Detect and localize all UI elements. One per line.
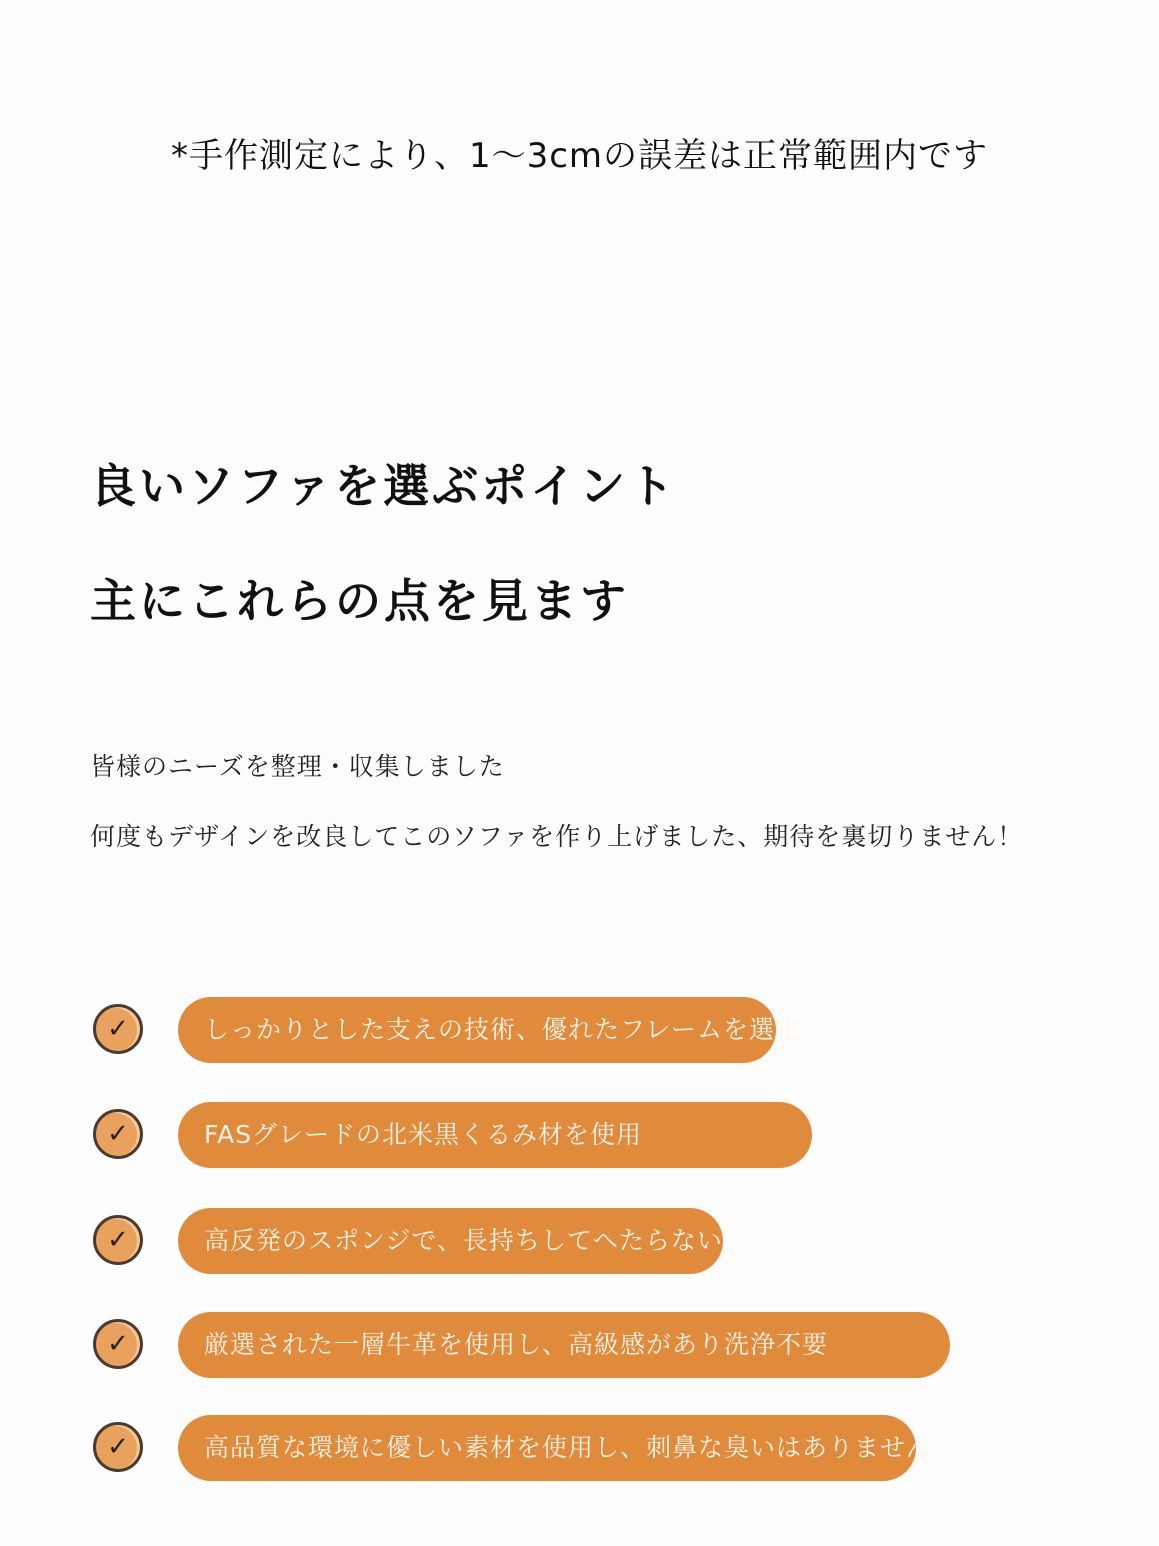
check-icon: ✓ (93, 1422, 143, 1472)
intro-text-2: 何度もデザインを改良してこのソファを作り上げました、期待を裏切りません！ (90, 822, 1024, 851)
feature-pill: 厳選された一層牛革を使用し、高級感があり洗浄不要 (178, 1312, 950, 1378)
check-icon: ✓ (93, 1319, 143, 1369)
check-icon: ✓ (93, 1215, 143, 1265)
check-icon: ✓ (93, 1109, 143, 1159)
feature-pill: しっかりとした支えの技術、優れたフレームを選定 (178, 997, 776, 1063)
feature-pill: 高反発のスポンジで、長持ちしてへたらない (178, 1208, 723, 1274)
measurement-note: *手作測定により、1〜3cmの誤差は正常範囲内です (170, 136, 989, 176)
check-icon: ✓ (93, 1004, 143, 1054)
feature-pill: 高品質な環境に優しい素材を使用し、刺鼻な臭いはありません (178, 1415, 916, 1481)
intro-text-1: 皆様のニーズを整理・収集しました (90, 752, 505, 781)
feature-pill: FASグレードの北米黒くるみ材を使用 (178, 1102, 812, 1168)
section-heading: 良いソファを選ぶポイント (90, 459, 678, 513)
section-subheading: 主にこれらの点を見ます (90, 574, 629, 628)
